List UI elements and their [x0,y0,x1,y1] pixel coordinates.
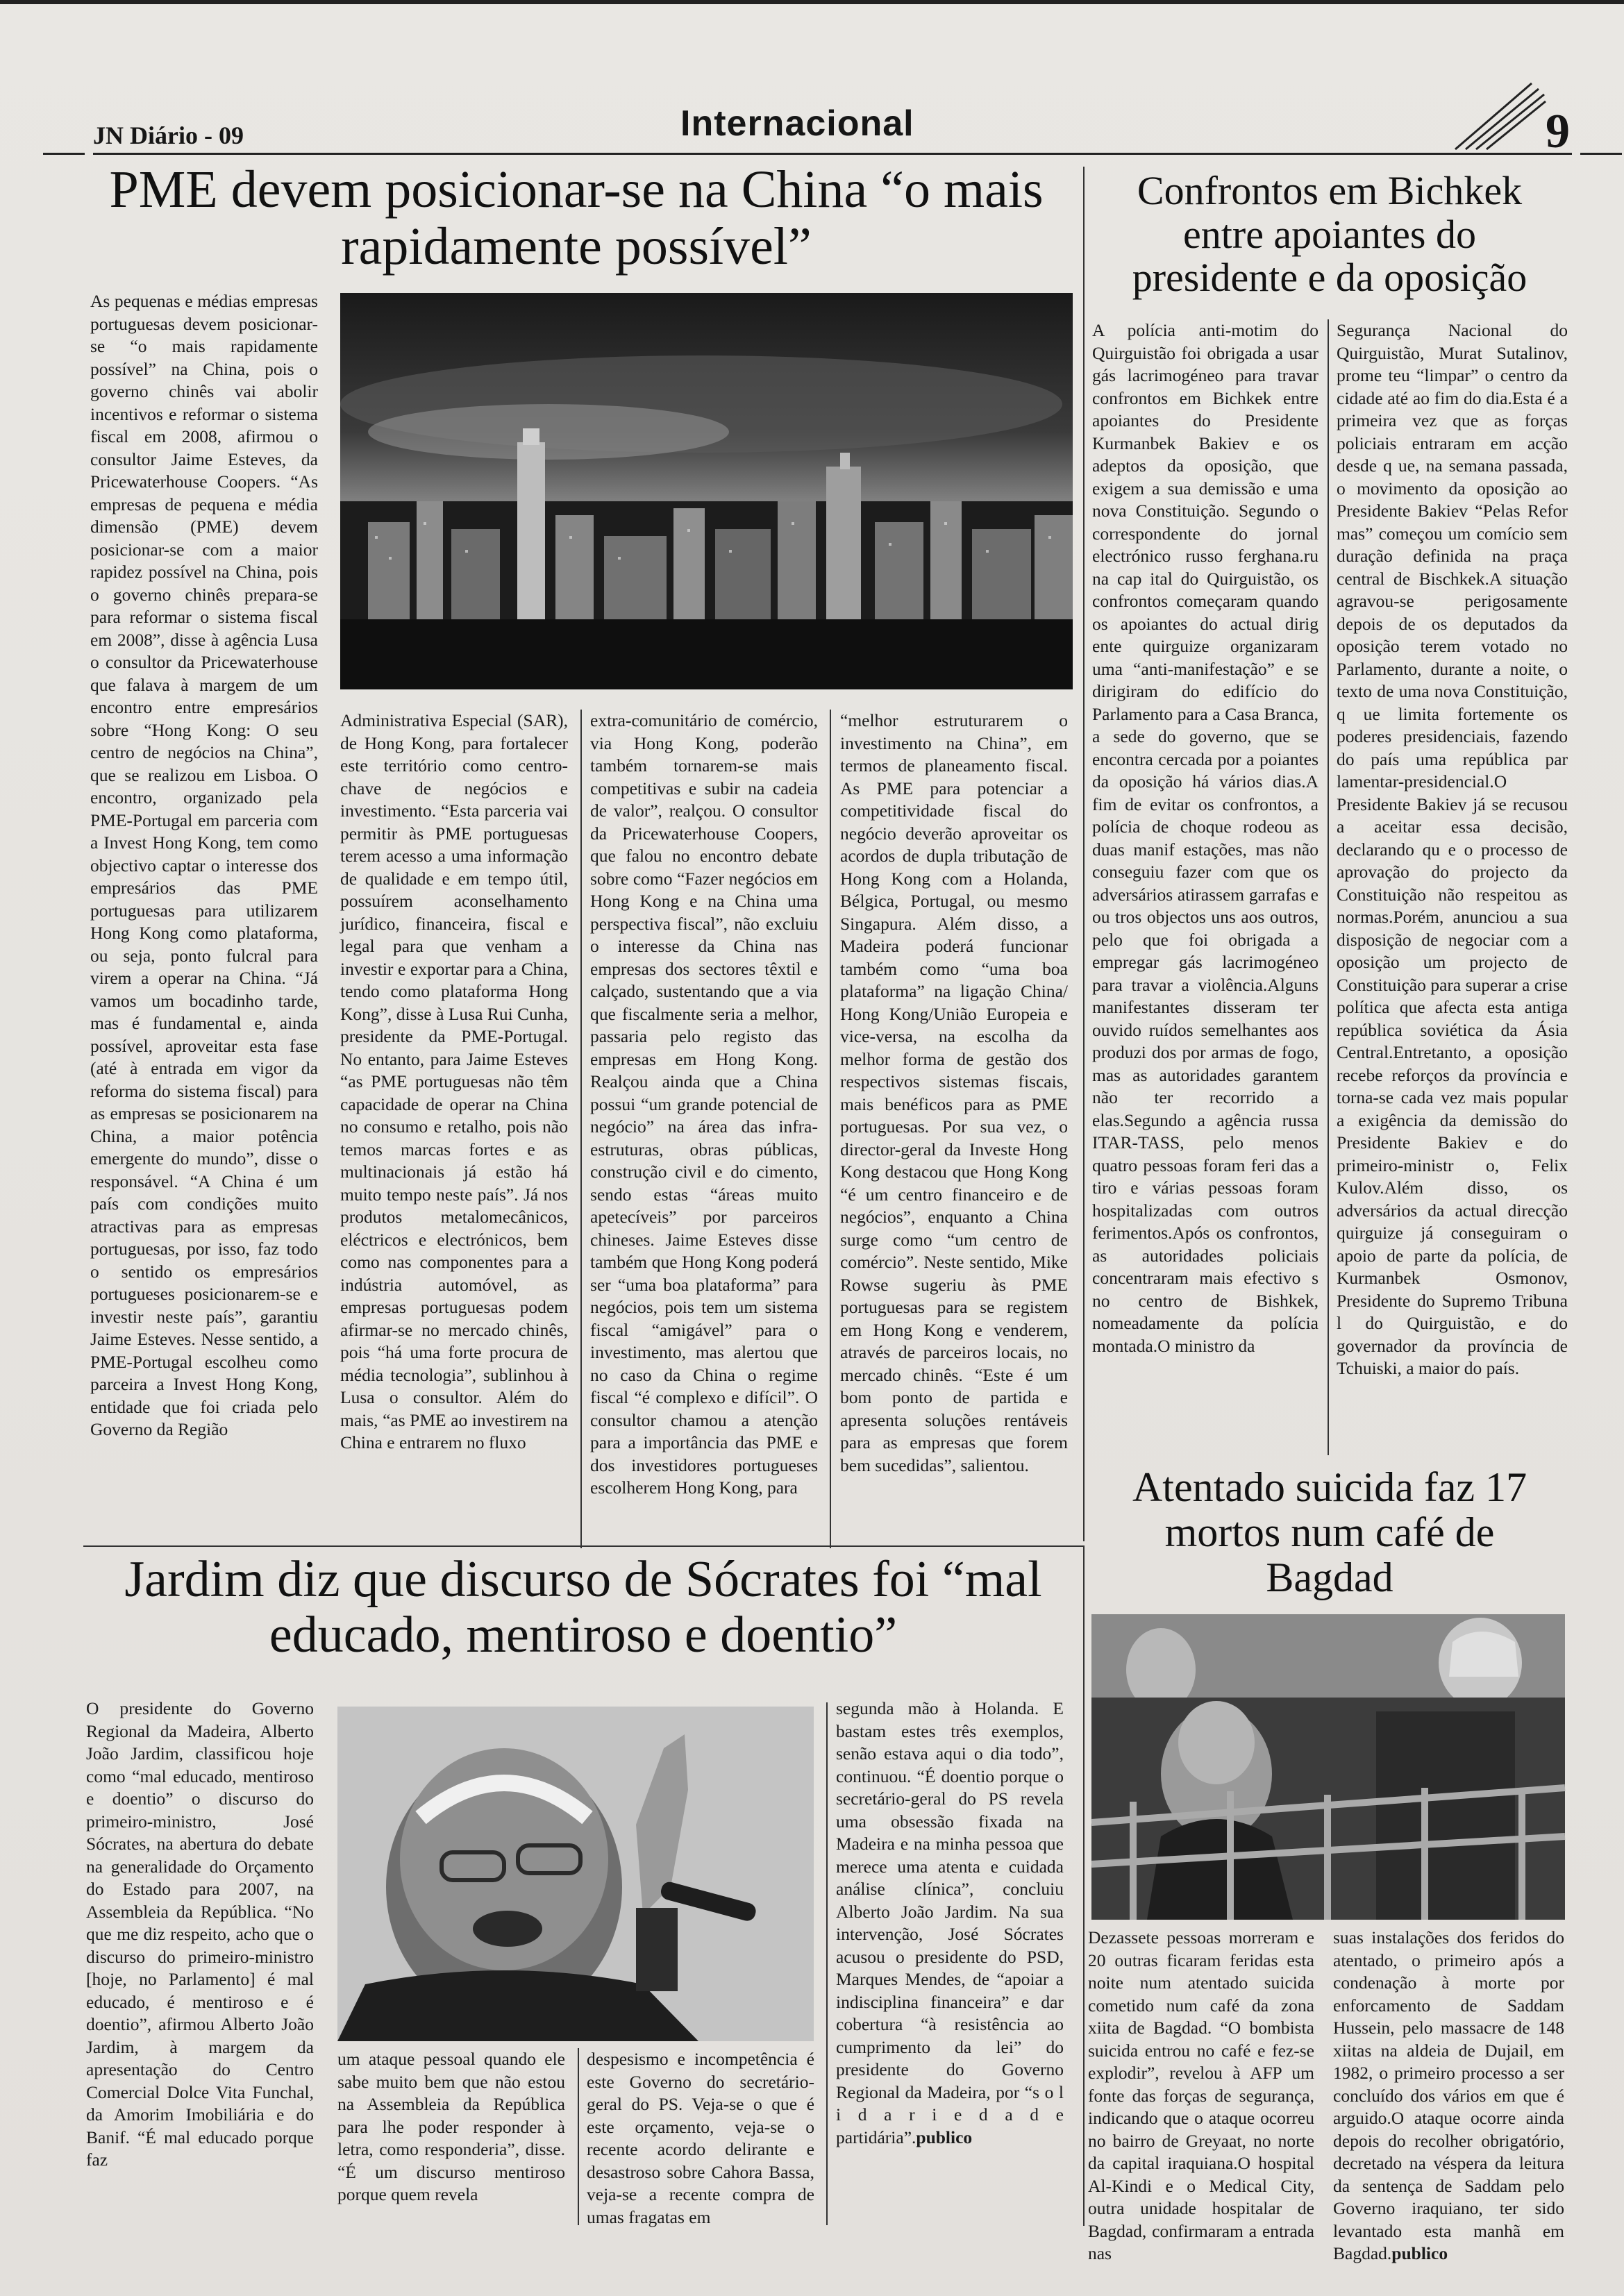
hong-kong-skyline-photo [340,293,1073,689]
article4-column-2 [1333,1927,1564,2263]
saddam-trial-photo [1091,1614,1565,1920]
article4-column-1: Dezassete pessoas morreram e 20 outras ficaram feridas esta noite num atentado suicida cometido num café da zona xiita de Bagdad. “O bombista suicida entrou no café e fez-se explodir”, revelou à AFP um fonte das forças de segurança, indicando que o ataque ocorreu no bairro de Greyaat, no norte da capital iraquiana.O hospital Al-Kindi e o Medical City, outra unidade hospitalar de Bagdad, confirmaram a entrada nas [1088,1927,1314,2263]
alberto-joao-jardim-photo [337,1707,814,2041]
header-rule [93,153,1572,155]
article2-column-1: A polícia anti-motim do Quirguistão foi obrigada a usar gás lacrimogéneo para travar confrontos em Bichkek entre apoiantes do Presidente Kurmanbek Bakiev e os adeptos da oposição, que exigem a sua demissão e uma nova Constituição. Segundo o correspondente do jornal electrónico russo ferghana.ru na cap ital do Quirguistão, os confrontos começaram quando os apoiantes do actual dirig ente quirguize organizaram uma “anti-manifestação” e se dirigiram do edifício do Parlamento para a Casa Branca, a sede do governo, que se encontra cercada por a poiantes da oposição há vários dias.A fim de evitar os confrontos, a polícia de choque rodeou as duas manif estações, mas não conseguiu fazer com que os adversários atirassem garrafas e ou tros objectos uns aos outros, pelo que foi obrigada a empregar gás lacrimogéneo para travar a violência.Alguns manifestantes disseram ter ouvido ruídos semelhantes aos produzi dos por armas de fogo, mas as autoridades garantem não ter recorrido a elas.Segundo a agência russa ITAR-TASS, pelo menos quatro pessoas foram feri das a tiro e várias pessoas foram hospitalizadas com outros ferimentos.Após os confrontos, as autoridades policiais concentraram mais efectivo s no centro de Bishkek, nomeadamente da polícia montada.O ministro da [1092,320,1319,1356]
right-column-divider [1083,167,1085,1541]
article1-column-3: extra-comunitário de comércio, via Hong Kong, poderão também tornarem-se mais competitivas e subir na cadeia de valor”, realçou. O consultor da Pricewaterhouse Coopers, que falou no encontro debate sobre como “Fazer negócios em Hong Kong e na China uma perspectiva fiscal”, não excluiu o interesse da China nas empresas dos sectores têxtil e calçado, sustentando que a via que fiscalmente seria a melhor, passaria pelo registo das empresas em Hong Kong. Realçou ainda que a China possui “um grande potencial de negócio” na área das infra-estruturas, obras públicas, construção civil e do cimento, sendo estas “áreas muito apetecíveis” por parceiros chineses. Jaime Esteves disse também que Hong Kong poderá ser “uma boa plataforma” para negócios, pois tem um sistema fiscal “amigável” para o investimento, mas alertou que no caso da China o regime fiscal “é complexo e difícil”. O consultor chamou a atenção para a importância das PME e dos investidores portugueses escolherem Hong Kong, para [590,710,818,1498]
article4-column-2-text: suas instalações dos feridos do atentado, o primeiro após a condenação à morte por enforcamento de Saddam Hussein, pelo massacre de 148 xiitas na aldeia de Dujail, em 1982, o primeiro processo a ser concluído dos vários em que é arguido.O ataque ocorre ainda depois do recolher obrigatório, decretado na véspera da leitura da sentença de Saddam pelo Governo iraquiano, ter sido levantado esta manhã em Bagdad. [1333,1927,1564,2263]
section-label: JN Diário - 09 [93,121,244,149]
article1-column-4: “melhor estruturarem o investimento na China”, em termos de planeamento fiscal. As PME para potenciar a competitividade fiscal do negócio deverão aproveitar os acordos de dupla tributação de Hong Kong com a Holanda, Bélgica, Portugal, ou mesmo Singapura. Além disso, a Madeira poderá funcionar também como “uma boa plataforma” na ligação China/ Hong Kong/União Europeia e vice-versa, na escolha da melhor forma de gestão dos respectivos sistemas fiscais, mais benéficos para as PME portuguesas. Por sua vez, o director-geral da Investe Hong Kong destacou que Hong Kong “é um centro financeiro e de negócios”, enquanto a China surge como “um centro de comércio”. Neste sentido, Mike Rowse sugeriu às PME portuguesas para se registem em Hong Kong e venderem, através de parceiros locais, no mercado chinês. “Este é um bom ponto de partida e apresenta soluções rentáveis para as empresas que forem bem sucedidas”, salientou. [840,710,1068,1475]
article3-column-3: despesismo e incompetência é este Governo do secretário-geral do PS. Veja-se o que é este orçamento, veja-se o recente acordo delirante e desastroso sobre Cahora Bassa, veja-se a recente compra de umas fragatas em [587,2049,814,2227]
article3-column-4 [836,1698,1064,2225]
article2-headline: Confrontos em Bichkek entre apoiantes do presidente e da oposição [1132,168,1527,301]
article4-source: publico [1391,2243,1448,2263]
article4-headline: Atentado suicida faz 17 mortos num café de Bagdad [1132,1464,1527,1600]
article3-divider-1 [578,2048,579,2225]
top-border [0,0,1624,4]
article3-top-rule [83,1545,1083,1547]
article3-divider-2 [826,1702,828,2225]
article3-column-1: O presidente do Governo Regional da Madeira, Alberto João Jardim, classificou hoje como “mal educado, mentiroso e doentio” o discurso do primeiro-ministro, José Sócrates, na abertura do debate na generalidade do Orçamento do Estado para 2007, na Assembleia da República. “No que me diz respeito, acho que o discurso do primeiro-ministro [hoje, no Parlamento] é mal educado, é mentiroso e é doentio”, afirmou Alberto João Jardim, à margem da apresentação do Centro Comercial Dolce Vita Funchal, da Amorim Imobiliária e do Banif. “É mal educado porque faz [86,1698,314,2170]
article2-divider [1328,319,1329,1455]
article3-source: publico [916,2127,973,2147]
section-title: Internacional [680,103,914,144]
header-hatch-icon [1441,76,1546,153]
article1-divider-1 [580,710,582,1548]
article1-headline: PME devem posicionar-se na China “o mais rapidamente possível” [109,160,1044,276]
article3-headline: Jardim diz que discurso de Sócrates foi “mal educado, mentiroso e doentio” [124,1551,1042,1664]
article1-column-1: As pequenas e médias empresas portuguesas devem posicionar-se “o mais rapidamente possível” na China, pois o governo chinês vai abolir incentivos e reformar o sistema fiscal em 2008, afirmou o consultor Jaime Esteves, da Pricewaterhouse Coopers. “As empresas de pequena e média dimensão (PME) devem posicionar-se com a maior rapidez possível na China, pois o governo chinês prepara-se para reformar o sistema fiscal em 2008”, disse à agência Lusa o consultor da Pricewaterhouse que falava à margem de um encontro entre empresários sobre “Hong Kong: O seu centro de negócios na China”, que se realizou em Lisboa. O encontro, organizado pela PME-Portugal em parceria com a Invest Hong Kong, tem como objectivo captar o interesse dos empresários das PME portuguesas para utilizarem Hong Kong como plataforma, ou seja, ponto fulcral para virem a operar na China. “Já vamos um bocadinho tarde, mas é fundamental e, ainda possível, aproveitar esta fase (até à entrada em vigor da reforma do sistema fiscal) para as empresas se posicionarem na China, a maior potência emergente do mundo”, disse o responsável. “A China é um país com condições muito atractivas para as empresas portuguesas, por isso, faz todo o sentido os empresários portugueses posicionarem-se e investir neste país”, garantiu Jaime Esteves. Nesse sentido, a PME-Portugal escolheu como parceira a Invest Hong Kong, entidade que foi criada pelo Governo da Região [90,291,318,1439]
page-number: 9 [1546,105,1570,158]
header-rule-left [43,153,85,155]
bottom-right-divider [1083,1545,1085,2226]
header-rule-right [1580,153,1622,155]
article1-column-2: Administrativa Especial (SAR), de Hong Kong, para fortalecer este território como centro-chave de negócios e investimento. “Esta parceria vai permitir às PME portuguesas terem acesso a uma informação de qualidade e em tempo útil, possuírem aconselhamento jurídico, financeira, fiscal e legal para que venham a investir e exportar para a China, tendo como plataforma Hong Kong”, disse à Lusa Rui Cunha, presidente da PME-Portugal. No entanto, para Jaime Esteves “as PME portuguesas não têm capacidade de operar na China no consumo e retalho, pois não temos marcas fortes e as multinacionais já estão há muito tempo neste país”. Já nos produtos metalomecânicos, eléctricos e electrónicos, bem como nas componentes para a indústria automóvel, as empresas portuguesas podem afirmar-se no mercado chinês, pois “há uma forte procura de média tecnologia”, sublinhou à Lusa o consultor. Além do mais, “as PME ao investirem na China e entrarem no fluxo [340,710,568,1452]
article3-column-2: um ataque pessoal quando ele sabe muito bem que não estou na Assembleia da República para lhe poder responder à letra, como responderia”, disse. “É um discurso mentiroso porque quem revela [337,2049,565,2204]
article2-column-2: Segurança Nacional do Quirguistão, Murat Sutalinov, prome teu “limpar” o centro da cidade até ao fim do dia.Esta é a primeira vez que as forças policiais entraram em acção desde q ue, na semana passada, o movimento da oposição ao Presidente Bakiev “Pelas Refor mas” começou um comício sem duração definida na praça central de Bischkek.A situação agravou-se perigosamente depois de os deputados da oposição terem votado no Parlamento, durante a noite, o texto de uma nova Constituição, q ue limita fortemente os poderes presidenciais, fazendo do país uma república par lamentar-presidencial.O Presidente Bakiev já se recusou a aceitar essa decisão, declarando qu e o processo de aprovação do projecto da Constituição não respeitou as normas.Porém, anunciou a sua disposição de negociar com a oposição um projecto de Constituição para superar a crise política que afecta esta antiga república soviética da Ásia Central.Entretanto, a oposição recebe reforços da província e torna-se cada vez mais popular a exigência da demissão do Presidente Bakiev e do primeiro-ministr o, Felix Kulov.Além disso, os adversários da actual direcção quirguize já conseguiram o apoio de parte da polícia, de Kurmanbek Osmonov, Presidente do Supremo Tribuna l do Quirguistão, e do governador da província de Tchuiski, a maior do país. [1337,320,1568,1378]
article3-column-4-text: segunda mão à Holanda. E bastam estes três exemplos, senão estava aqui o dia todo”, continuou. “É doentio porque o secretário-geral do PS revela uma obsessão fixada na Madeira e na minha pessoa que merece uma atenta e cuidada análise clínica”, concluiu Alberto João Jardim. Na sua intervenção, José Sócrates acusou o presidente do PSD, Marques Mendes, de “apoiar a indisciplina financeira” e dar cobertura “à resistência ao cumprimento da lei” do presidente do Governo Regional da Madeira, por “s o l i d a r i e d a d e partidária”. [836,1698,1064,2147]
article1-divider-2 [830,710,831,1548]
